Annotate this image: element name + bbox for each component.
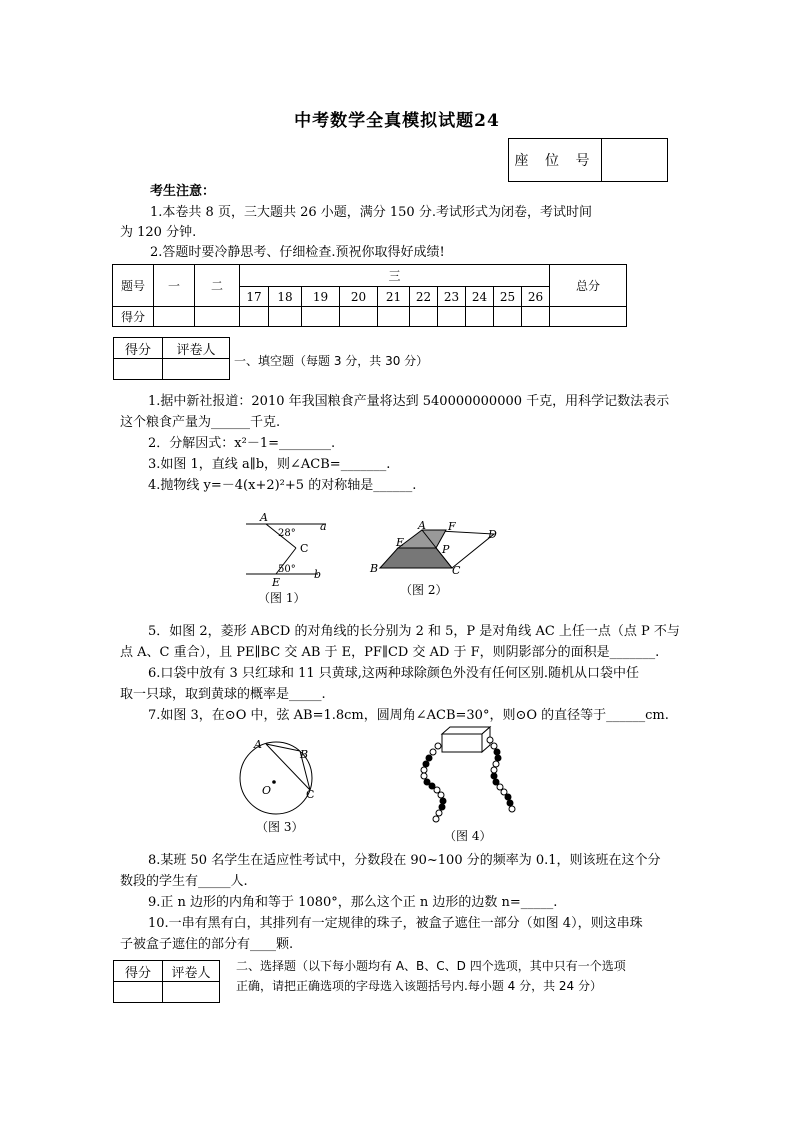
bead	[487, 737, 493, 743]
q4: 4.抛物线 y=－4(x+2)²+5 的对称轴是______.	[148, 478, 417, 493]
q-label: 题号	[113, 265, 154, 307]
grader-score-cell[interactable]	[114, 359, 163, 380]
q10-line-a: 10.一串有黑有白，其排列有一定规律的珠子，被盒子遮住一部分（如图 4），则这串珠	[148, 916, 643, 931]
bead	[430, 749, 436, 755]
bead	[421, 767, 427, 773]
score-table	[112, 264, 627, 327]
bead	[423, 761, 429, 767]
figure-1	[238, 510, 338, 608]
label-C: C	[300, 542, 309, 555]
bead	[438, 792, 444, 798]
shaded-region-2	[398, 530, 446, 548]
box-front	[442, 734, 482, 752]
figure-4-caption: （图 4）	[444, 829, 492, 843]
q6-line-a: 6.口袋中放有 3 只红球和 11 只黄球,这两种球除颜色外没有任何区别.随机从口袋中任	[148, 666, 640, 681]
label-C: C	[306, 788, 315, 801]
grader-score-label: 得分	[114, 338, 163, 359]
bead	[509, 806, 515, 812]
angle-28: 28°	[278, 528, 296, 539]
figure-1-caption: （图 1）	[258, 591, 306, 605]
label-O: O	[262, 784, 272, 797]
score-cell[interactable]	[195, 307, 240, 327]
q3: 3.如图 1，直线 a∥b，则∠ACB=_______.	[148, 457, 391, 472]
label-B: B	[300, 748, 309, 761]
label-A: A	[418, 520, 426, 532]
score-cell[interactable]	[438, 307, 466, 327]
label-C: C	[452, 564, 461, 577]
bead	[491, 767, 497, 773]
label-A: A	[254, 738, 262, 751]
label-b: b	[314, 568, 322, 581]
q7: 7.如图 3，在⊙O 中，弦 AB=1.8cm，圆周角∠ACB=30°，则⊙O 的直径等于______cm.	[148, 708, 669, 723]
sub-19: 19	[302, 287, 340, 307]
q5-line-a: 5．如图 2，菱形 ABCD 的对角线的长分别为 2 和 5，P 是对角线 AC 上任一点（点 P 不与	[148, 624, 680, 639]
figure-3	[234, 736, 324, 836]
bead	[439, 804, 445, 810]
bead	[421, 773, 427, 779]
label-P: P	[442, 543, 450, 556]
score-cell[interactable]	[378, 307, 410, 327]
bead	[494, 749, 500, 755]
score-cell[interactable]	[240, 307, 269, 327]
sub-22: 22	[410, 287, 438, 307]
notice-line-1: 1.本卷共 8 页，三大题共 26 小题，满分 150 分.考试形式为闭卷，考试时间	[150, 205, 592, 220]
part-1: 一	[154, 265, 195, 307]
bead	[491, 743, 497, 749]
grader-name-cell[interactable]	[163, 982, 220, 1003]
grader-name-cell[interactable]	[163, 359, 230, 380]
seat-label: 座 位 号	[509, 139, 602, 181]
grader-box-1	[113, 337, 230, 380]
sub-24: 24	[466, 287, 494, 307]
label-E: E	[396, 536, 405, 549]
score-cell[interactable]	[522, 307, 550, 327]
score-cell[interactable]	[269, 307, 302, 327]
notice-line-2: 2.答题时要冷静思考、仔细检查.预祝你取得好成绩!	[150, 245, 445, 260]
section-2-heading-b: 正确，请把正确选项的字母选入该题括号内.每小题 4 分，共 24 分）	[236, 979, 602, 993]
bead	[505, 794, 511, 800]
score-cell[interactable]	[466, 307, 494, 327]
q8-line-a: 8.某班 50 名学生在适应性考试中，分数段在 90~100 分的频率为 0.1，则该班在这个分	[148, 853, 661, 868]
bead	[433, 816, 439, 822]
grader-box-2	[113, 960, 220, 1003]
q10-line-b: 子被盒子遮住的部分有____颗.	[120, 937, 294, 952]
total-label: 总分	[550, 265, 627, 307]
sub-17: 17	[240, 287, 269, 307]
sub-23: 23	[438, 287, 466, 307]
sub-21: 21	[378, 287, 410, 307]
section-2-heading-a: 二、选择题（以下每小题均有 A、B、C、D 四个选项，其中只有一个选项	[236, 959, 626, 973]
bead	[493, 761, 499, 767]
label-D: D	[488, 528, 497, 541]
bead	[491, 773, 497, 779]
score-cell[interactable]	[154, 307, 195, 327]
center-dot	[272, 780, 276, 784]
seat-number-field[interactable]	[602, 139, 667, 181]
score-cell[interactable]	[550, 307, 627, 327]
score-cell[interactable]	[494, 307, 522, 327]
angle-50: 50°	[278, 564, 296, 575]
score-label: 得分	[113, 307, 154, 327]
q6-line-b: 取一只球，取到黄球的概率是_____.	[120, 687, 326, 702]
figure-4	[410, 724, 530, 848]
section-1-heading: 一、填空题（每题 3 分，共 30 分）	[234, 354, 429, 368]
label-B: B	[370, 562, 379, 575]
grader-label: 评卷人	[163, 338, 230, 359]
part-2: 二	[195, 265, 240, 307]
figure-3-caption: （图 3）	[256, 820, 304, 834]
score-cell[interactable]	[340, 307, 378, 327]
bead	[495, 755, 501, 761]
label-a: a	[320, 520, 327, 533]
bead	[507, 800, 513, 806]
bead	[426, 755, 432, 761]
q8-line-b: 数段的学生有_____人.	[120, 874, 248, 889]
bead	[440, 798, 446, 804]
notice-line-1b: 为 120 分钟.	[120, 225, 197, 240]
q1-line-a: 1.据中新社报道：2010 年我国粮食产量将达到 540000000000 千克，用科学记数法表示	[148, 394, 670, 409]
bead	[436, 810, 442, 816]
page-title: 中考数学全真模拟试题24	[294, 111, 500, 131]
figure-2	[366, 520, 506, 604]
sub-26: 26	[522, 287, 550, 307]
sub-18: 18	[269, 287, 302, 307]
grader-score-label: 得分	[114, 961, 163, 982]
q9: 9.正 n 边形的内角和等于 1080°，那么这个正 n 边形的边数 n=_____.	[148, 895, 558, 910]
sub-25: 25	[494, 287, 522, 307]
label-E: E	[272, 576, 281, 589]
label-F: F	[448, 520, 456, 533]
q1-line-b: 这个粮食产量为______千克.	[120, 415, 281, 430]
grader-score-cell[interactable]	[114, 982, 163, 1003]
part-3: 三	[240, 265, 550, 287]
grader-label: 评卷人	[163, 961, 220, 982]
score-cell[interactable]	[410, 307, 438, 327]
bead	[435, 743, 441, 749]
score-cell[interactable]	[302, 307, 340, 327]
label-A: A	[260, 511, 268, 524]
q5-line-b: 点 A、C 重合），且 PE∥BC 交 AB 于 E，PF∥CD 交 AD 于 F，则阴影部分的面积是_______.	[120, 645, 660, 660]
q2: 2．分解因式：x²－1=________.	[148, 436, 336, 451]
sub-20: 20	[340, 287, 378, 307]
notice-heading: 考生注意：	[150, 184, 216, 199]
figure-2-caption: （图 2）	[400, 583, 448, 597]
seat-number-box	[508, 138, 668, 182]
